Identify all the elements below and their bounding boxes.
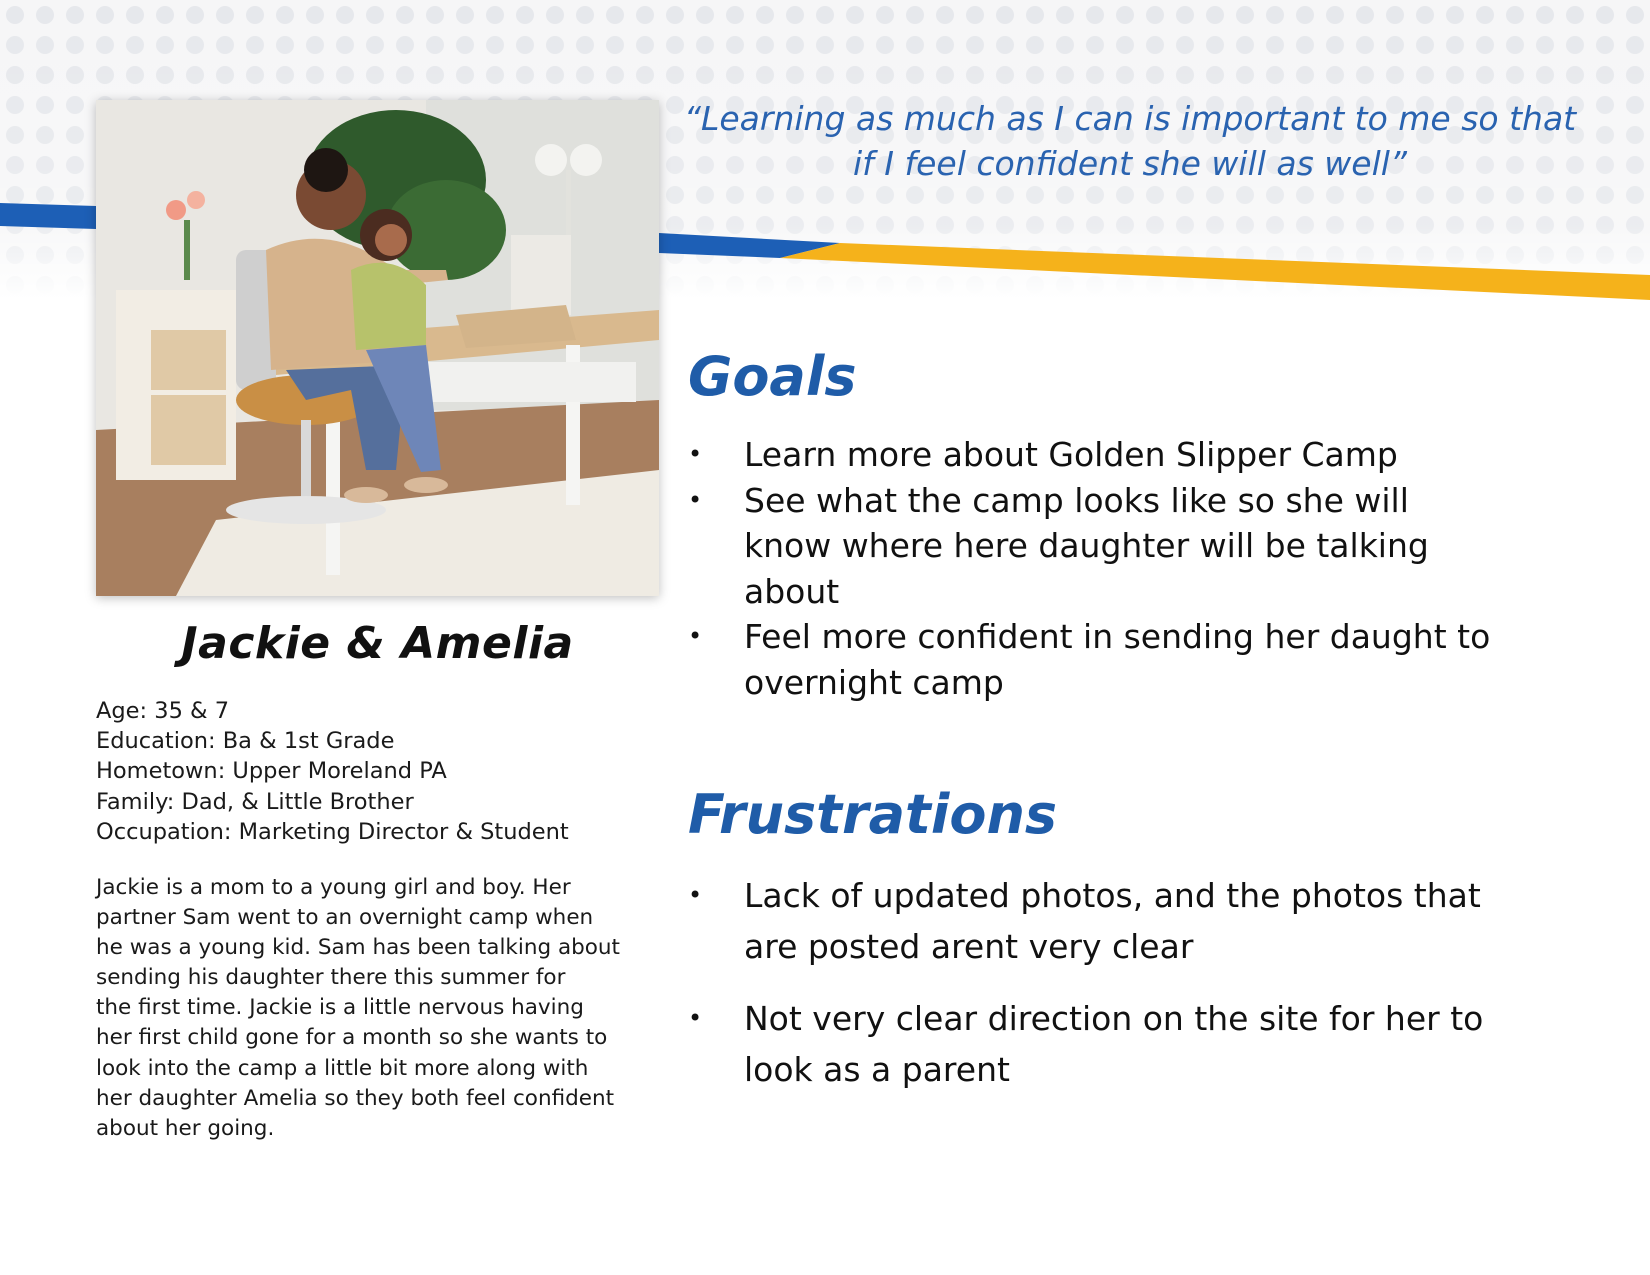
bio-line: look into the camp a little bit more along with xyxy=(96,1055,589,1081)
bullet-icon: • xyxy=(688,881,703,909)
goals-heading: Goals xyxy=(688,345,857,408)
bio-line: about her going. xyxy=(96,1115,275,1141)
quote-line-1: “Learning as much as I can is important to me so that xyxy=(683,99,1577,138)
fact-age: Age: 35 & 7 xyxy=(96,698,230,724)
goal-text: See what the camp looks like so she will xyxy=(744,480,1409,520)
goal-item xyxy=(688,432,1568,478)
bio-line: Jackie is a mom to a young girl and boy. Her xyxy=(96,875,571,900)
bio-line: the first time. Jackie is a little nervous having xyxy=(96,995,584,1021)
bullet-icon: • xyxy=(688,1004,703,1032)
fact-hometown: Hometown: Upper Moreland PA xyxy=(96,758,447,785)
goal-item xyxy=(688,478,1568,615)
persona-photo xyxy=(96,100,659,596)
mother-daughter-at-desk-image xyxy=(96,100,659,596)
bio-line: her first child gone for a month so she wants to xyxy=(96,1025,608,1051)
frustration-item xyxy=(688,870,1568,972)
quote-line-2: if I feel confident she will as well” xyxy=(852,144,1408,183)
goal-text: overnight camp xyxy=(744,662,1004,702)
frustrations-heading: Frustrations xyxy=(688,783,1058,846)
frustration-text: look as a parent xyxy=(744,1050,1010,1089)
goal-text: about xyxy=(744,571,840,611)
bio-line: sending his daughter there this summer for xyxy=(96,965,566,991)
bio-line: he was a young kid. Sam has been talking about xyxy=(96,935,620,961)
persona-quote xyxy=(660,96,1600,186)
goal-text: Feel more confident in sending her daught to xyxy=(744,617,1491,657)
bio-line: partner Sam went to an overnight camp when xyxy=(96,905,594,931)
frustration-text: are posted arent very clear xyxy=(744,927,1194,966)
persona-bio xyxy=(96,873,656,1144)
persona-name: Jackie & Amelia xyxy=(181,618,574,669)
bullet-icon: • xyxy=(688,440,703,468)
frustration-item xyxy=(688,993,1568,1095)
bullet-icon: • xyxy=(688,485,703,514)
goal-text: know where here daughter will be talking xyxy=(744,526,1429,566)
frustration-text: Not very clear direction on the site for her to xyxy=(744,999,1484,1038)
fact-occupation: Occupation: Marketing Director & Student xyxy=(96,818,569,845)
bio-line: her daughter Amelia so they both feel confident xyxy=(96,1085,615,1111)
frustration-text: Lack of updated photos, and the photos that xyxy=(744,876,1481,915)
fact-family: Family: Dad, & Little Brother xyxy=(96,788,414,815)
goal-item xyxy=(688,614,1568,705)
goal-text: Learn more about Golden Slipper Camp xyxy=(744,435,1398,474)
bullet-icon: • xyxy=(688,622,703,651)
persona-facts xyxy=(96,696,656,847)
goals-list xyxy=(688,432,1568,706)
fact-education: Education: Ba & 1st Grade xyxy=(96,728,395,755)
frustrations-list xyxy=(688,870,1568,1116)
